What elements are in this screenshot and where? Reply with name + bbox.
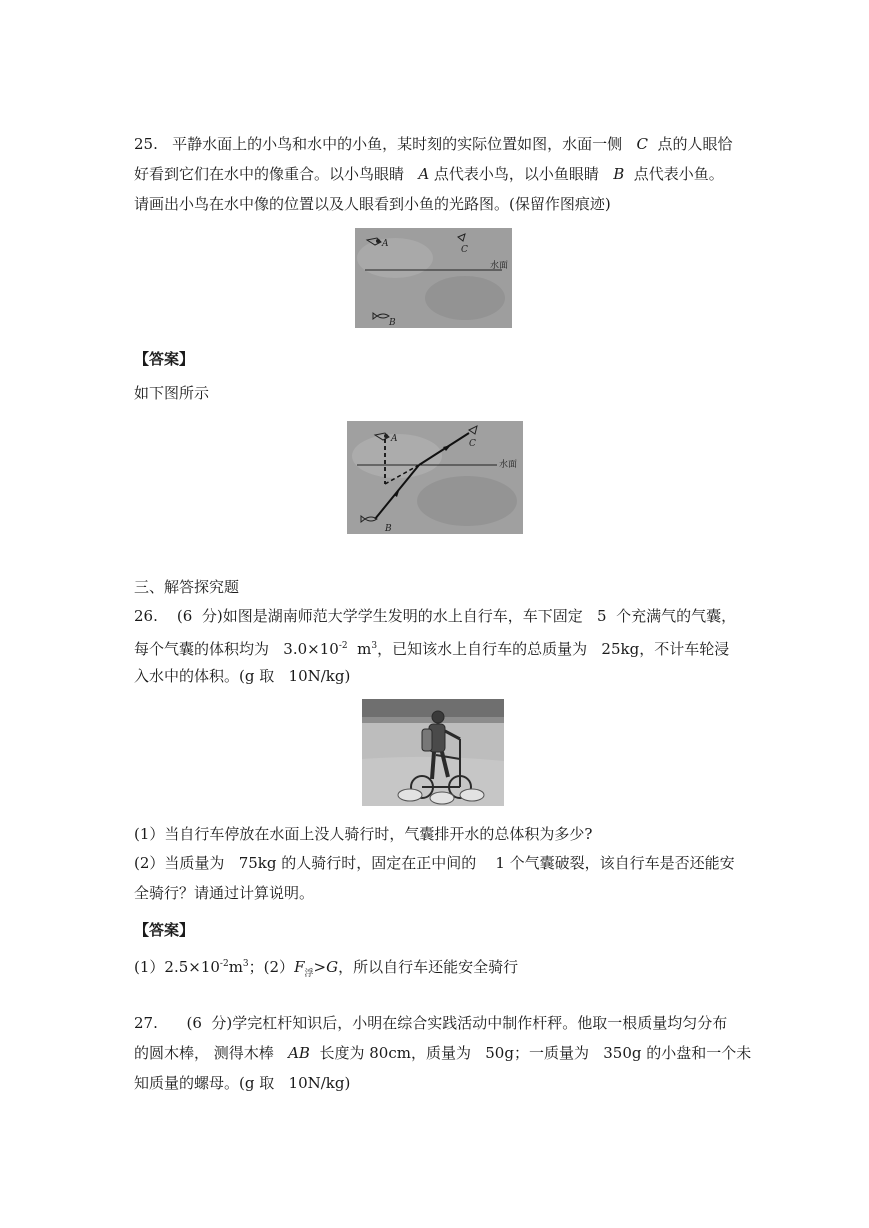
fig-label-b: B — [389, 318, 396, 328]
answer-text: m — [228, 958, 243, 976]
answer-heading: 【答案】 — [134, 921, 195, 939]
answer-text: > — [313, 958, 327, 976]
answer-text: ；(2） — [248, 958, 295, 976]
q26-sub-1: (1）当自行车停放在水面上没人骑行时，气囊排开水的总体积为多少? — [134, 825, 593, 843]
exponent: 3 — [242, 959, 249, 969]
point-b-label: B — [613, 165, 625, 183]
q25-line-1 — [134, 134, 733, 154]
q26-line-1: 26. (6 分)如图是湖南师范大学学生发明的水上自行车，车下固定 5 个充满气的气囊， — [134, 607, 737, 625]
q27-text: 的圆木棒， 测得木棒 — [134, 1044, 289, 1062]
answer-figure — [347, 421, 523, 534]
exponent: 3 — [371, 641, 378, 651]
point-c-label: C — [636, 135, 648, 153]
water-bicycle-photo — [362, 699, 504, 806]
q25-line-2 — [134, 164, 724, 184]
q27-line-2 — [134, 1043, 751, 1063]
q26-line-3: 入水中的体积。(g 取 10N/kg) — [134, 667, 351, 685]
fig-label-b: B — [385, 524, 392, 534]
answer-text: ，所以自行车还能安全骑行 — [338, 958, 519, 976]
q26-text: 每个气囊的体积均为 3.0×10 — [134, 640, 339, 658]
q26-sub-2-line-2: 全骑行？请通过计算说明。 — [134, 884, 315, 902]
exponent: -2 — [219, 959, 229, 969]
point-a-label: A — [418, 165, 430, 183]
buoyancy-symbol: F — [294, 958, 305, 976]
q25-text: 25. 平静水面上的小鸟和水中的小鱼，某时刻的实际位置如图，水面一侧 — [134, 135, 637, 153]
q25-text: 点的人眼恰 — [647, 135, 733, 153]
fig-label-c: C — [469, 439, 476, 449]
q25-figure — [355, 228, 512, 328]
fig-water-label: 水面 — [499, 460, 518, 470]
q25-text: 点代表小鸟，以小鱼眼睛 — [429, 165, 614, 183]
q26-text: ，已知该水上自行车的总质量为 25kg，不计车轮浸 — [377, 640, 730, 658]
subscript: 浮 — [304, 969, 314, 979]
rod-label: AB — [288, 1044, 310, 1062]
q27-text: 长度为 80cm，质量为 50g；一质量为 350g 的小盘和一个未 — [309, 1044, 752, 1062]
q26-text: m — [347, 640, 372, 658]
fig-label-a: A — [382, 239, 389, 249]
q26-answer — [134, 954, 518, 984]
q25-text: 点代表小鱼。 — [624, 165, 724, 183]
gravity-symbol: G — [326, 958, 339, 976]
q26-sub-2-line-1: (2）当质量为 75kg 的人骑行时，固定在正中间的 1 个气囊破裂，该自行车是否还能安 — [134, 854, 735, 872]
q27-line-3: 知质量的螺母。(g 取 10N/kg) — [134, 1074, 351, 1092]
q25-line-3: 请画出小鸟在水中像的位置以及人眼看到小鱼的光路图。(保留作图痕迹) — [134, 195, 611, 213]
answer-heading: 【答案】 — [134, 350, 195, 368]
q26-line-2 — [134, 636, 729, 659]
q27-line-1: 27. (6 分)学完杠杆知识后，小明在综合实践活动中制作杆秤。他取一根质量均匀分布 — [134, 1014, 728, 1032]
section-title: 三、解答探究题 — [134, 578, 240, 596]
exponent: -2 — [338, 641, 348, 651]
fig-water-label: 水面 — [490, 261, 509, 271]
answer-text: 如下图所示 — [134, 384, 210, 402]
fig-label-a: A — [391, 434, 398, 444]
fig-label-c: C — [461, 245, 468, 255]
q25-text: 好看到它们在水中的像重合。以小鸟眼睛 — [134, 165, 419, 183]
answer-text: (1）2.5×10 — [134, 958, 220, 976]
